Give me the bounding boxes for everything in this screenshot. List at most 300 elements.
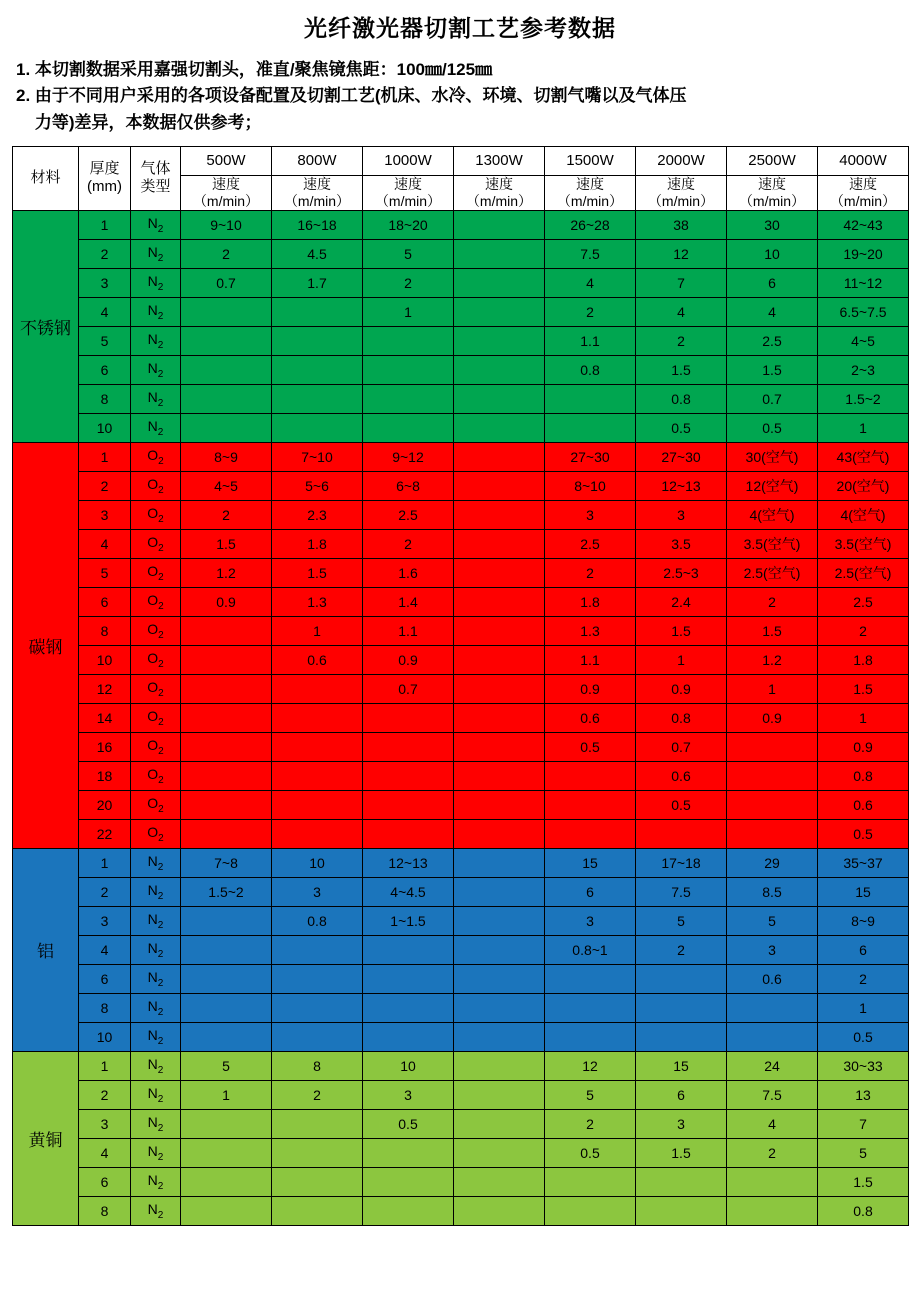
speed-cell-1500w [545, 413, 636, 442]
speed-cell-2500w: 0.6 [727, 964, 818, 993]
header-speed-unit: （m/min） [192, 192, 260, 209]
gas-type-cell: $N_2$ [131, 1138, 181, 1167]
speed-cell-4000w: 0.5 [818, 1022, 909, 1051]
speed-cell-800w [272, 964, 363, 993]
speed-cell-1500w: 1.1 [545, 326, 636, 355]
header-speed-unit: （m/min） [829, 192, 897, 209]
table-body [13, 210, 909, 1225]
speed-cell-800w: 0.8 [272, 906, 363, 935]
speed-cell-1000w: 1.1 [363, 616, 454, 645]
table-row [13, 1080, 909, 1109]
speed-cell-500w [181, 326, 272, 355]
speed-cell-1300w [454, 297, 545, 326]
speed-cell-1000w [363, 790, 454, 819]
header-row-power [13, 147, 909, 176]
gas-type-cell: $N_2$ [131, 268, 181, 297]
speed-cell-1500w: 0.8 [545, 355, 636, 384]
table-row [13, 1196, 909, 1225]
speed-cell-800w [272, 384, 363, 413]
header-thickness [79, 147, 131, 211]
speed-cell-800w: 7~10 [272, 442, 363, 471]
table-row [13, 1022, 909, 1051]
thickness-cell: 1 [79, 1051, 131, 1080]
gas-type-cell: $N_2$ [131, 355, 181, 384]
header-speed-unit: （m/min） [556, 192, 624, 209]
speed-cell-2000w: 3 [636, 500, 727, 529]
speed-cell-2000w: 15 [636, 1051, 727, 1080]
speed-cell-1300w [454, 500, 545, 529]
header-speed-1000w [363, 176, 454, 211]
speed-cell-1000w [363, 964, 454, 993]
speed-cell-1300w [454, 558, 545, 587]
table-row [13, 819, 909, 848]
material-name-carbon: 碳钢 [13, 442, 79, 848]
speed-cell-2000w: 3 [636, 1109, 727, 1138]
thickness-cell: 10 [79, 413, 131, 442]
speed-cell-1300w [454, 239, 545, 268]
thickness-cell: 4 [79, 529, 131, 558]
speed-cell-1000w: 2.5 [363, 500, 454, 529]
speed-cell-2500w: 0.9 [727, 703, 818, 732]
note-line-2: 2. 由于不同用户采用的各项设备配置及切割工艺(机床、水冷、环境、切割气嘴以及气体压 [16, 86, 687, 106]
speed-cell-2000w [636, 993, 727, 1022]
speed-cell-2500w [727, 819, 818, 848]
table-row [13, 616, 909, 645]
speed-cell-800w [272, 993, 363, 1022]
thickness-cell: 3 [79, 1109, 131, 1138]
speed-cell-2000w: 1 [636, 645, 727, 674]
speed-cell-4000w: 6 [818, 935, 909, 964]
thickness-cell: 6 [79, 355, 131, 384]
speed-cell-1500w [545, 993, 636, 1022]
speed-cell-2000w: 3.5 [636, 529, 727, 558]
speed-cell-500w [181, 1022, 272, 1051]
speed-cell-2500w: 6 [727, 268, 818, 297]
speed-cell-2500w: 1.5 [727, 616, 818, 645]
gas-type-cell: $N_2$ [131, 239, 181, 268]
speed-cell-800w: 3 [272, 877, 363, 906]
speed-cell-1000w: 5 [363, 239, 454, 268]
thickness-cell: 3 [79, 906, 131, 935]
speed-cell-800w [272, 819, 363, 848]
speed-cell-1300w [454, 819, 545, 848]
speed-cell-800w [272, 297, 363, 326]
gas-type-cell: $O_2$ [131, 732, 181, 761]
gas-type-cell: $N_2$ [131, 877, 181, 906]
speed-cell-4000w: 1 [818, 703, 909, 732]
header-speed-label: 速度 [576, 176, 604, 193]
thickness-cell: 4 [79, 1138, 131, 1167]
speed-cell-1000w [363, 935, 454, 964]
gas-type-cell: $N_2$ [131, 413, 181, 442]
speed-cell-1000w: 0.5 [363, 1109, 454, 1138]
speed-cell-1000w [363, 1196, 454, 1225]
speed-cell-4000w: 11~12 [818, 268, 909, 297]
speed-cell-1000w: 9~12 [363, 442, 454, 471]
header-speed-500w [181, 176, 272, 211]
thickness-cell: 3 [79, 268, 131, 297]
speed-cell-1500w [545, 790, 636, 819]
speed-cell-2500w [727, 790, 818, 819]
table-row [13, 587, 909, 616]
speed-cell-500w [181, 993, 272, 1022]
header-speed-2500w [727, 176, 818, 211]
speed-cell-2500w: 30 [727, 210, 818, 239]
speed-cell-800w: 10 [272, 848, 363, 877]
header-speed-4000w [818, 176, 909, 211]
speed-cell-500w [181, 906, 272, 935]
gas-type-cell: $N_2$ [131, 964, 181, 993]
speed-cell-1500w: 1.1 [545, 645, 636, 674]
speed-cell-500w [181, 1109, 272, 1138]
speed-cell-2500w: 2.5(空气) [727, 558, 818, 587]
header-power-500w: 500W [181, 147, 272, 176]
speed-cell-2000w: 2.5~3 [636, 558, 727, 587]
gas-type-cell: $N_2$ [131, 1196, 181, 1225]
table-row [13, 935, 909, 964]
page-title: 光纤激光器切割工艺参考数据 [304, 15, 616, 41]
table-row [13, 848, 909, 877]
speed-cell-500w [181, 674, 272, 703]
speed-cell-2000w [636, 1167, 727, 1196]
speed-cell-1000w: 4~4.5 [363, 877, 454, 906]
gas-type-cell: $N_2$ [131, 1167, 181, 1196]
gas-type-cell: $N_2$ [131, 210, 181, 239]
speed-cell-500w: 0.7 [181, 268, 272, 297]
header-speed-unit: （m/min） [465, 192, 533, 209]
speed-cell-2000w: 4 [636, 297, 727, 326]
thickness-cell: 1 [79, 210, 131, 239]
speed-cell-800w [272, 326, 363, 355]
speed-cell-800w [272, 1167, 363, 1196]
speed-cell-4000w: 30~33 [818, 1051, 909, 1080]
table-row [13, 1051, 909, 1080]
speed-cell-2000w: 2 [636, 326, 727, 355]
table-header [13, 147, 909, 211]
speed-cell-1000w [363, 703, 454, 732]
speed-cell-2500w: 0.7 [727, 384, 818, 413]
speed-cell-1500w [545, 819, 636, 848]
gas-type-cell: $O_2$ [131, 645, 181, 674]
speed-cell-4000w: 5 [818, 1138, 909, 1167]
speed-cell-4000w: 0.5 [818, 819, 909, 848]
speed-cell-800w: 1.8 [272, 529, 363, 558]
speed-cell-1300w [454, 587, 545, 616]
speed-cell-1500w: 3 [545, 906, 636, 935]
speed-cell-2500w: 7.5 [727, 1080, 818, 1109]
speed-cell-500w [181, 1196, 272, 1225]
speed-cell-500w: 1.5 [181, 529, 272, 558]
speed-cell-1000w [363, 355, 454, 384]
speed-cell-500w [181, 703, 272, 732]
speed-cell-1300w [454, 471, 545, 500]
speed-cell-2500w: 4(空气) [727, 500, 818, 529]
speed-cell-4000w: 1 [818, 413, 909, 442]
speed-cell-2000w: 1.5 [636, 1138, 727, 1167]
speed-cell-500w [181, 819, 272, 848]
speed-cell-1500w: 0.5 [545, 732, 636, 761]
header-power-2000w: 2000W [636, 147, 727, 176]
header-power-4000w: 4000W [818, 147, 909, 176]
speed-cell-2500w: 29 [727, 848, 818, 877]
speed-cell-1300w [454, 268, 545, 297]
header-speed-1300w [454, 176, 545, 211]
speed-cell-1500w: 0.6 [545, 703, 636, 732]
table-row [13, 297, 909, 326]
thickness-cell: 16 [79, 732, 131, 761]
table-row [13, 674, 909, 703]
speed-cell-500w [181, 1138, 272, 1167]
speed-cell-1500w [545, 384, 636, 413]
speed-cell-1500w: 0.8~1 [545, 935, 636, 964]
notes-block [16, 57, 908, 136]
speed-cell-2500w: 2 [727, 587, 818, 616]
header-gas-line1: 气体 [140, 160, 171, 178]
speed-cell-4000w: 6.5~7.5 [818, 297, 909, 326]
thickness-cell: 6 [79, 1167, 131, 1196]
gas-type-cell: $N_2$ [131, 935, 181, 964]
speed-cell-800w [272, 1022, 363, 1051]
speed-cell-2000w: 1.5 [636, 355, 727, 384]
speed-cell-1500w: 2 [545, 1109, 636, 1138]
speed-cell-1300w [454, 442, 545, 471]
speed-cell-1000w: 1.4 [363, 587, 454, 616]
speed-cell-500w [181, 935, 272, 964]
speed-cell-4000w: 1.5~2 [818, 384, 909, 413]
speed-cell-2500w: 8.5 [727, 877, 818, 906]
speed-cell-500w: 9~10 [181, 210, 272, 239]
speed-cell-800w: 1.5 [272, 558, 363, 587]
header-speed-label: 速度 [394, 176, 422, 193]
speed-cell-1500w: 15 [545, 848, 636, 877]
table-row [13, 1109, 909, 1138]
speed-cell-2000w: 0.5 [636, 790, 727, 819]
speed-cell-4000w: 1.8 [818, 645, 909, 674]
thickness-cell: 2 [79, 239, 131, 268]
header-power-1000w: 1000W [363, 147, 454, 176]
speed-cell-800w: 1.7 [272, 268, 363, 297]
speed-cell-2000w: 17~18 [636, 848, 727, 877]
thickness-cell: 2 [79, 1080, 131, 1109]
speed-cell-1300w [454, 1051, 545, 1080]
gas-type-cell: $O_2$ [131, 471, 181, 500]
speed-cell-4000w: 2.5(空气) [818, 558, 909, 587]
table-row [13, 500, 909, 529]
gas-type-cell: $O_2$ [131, 616, 181, 645]
speed-cell-4000w: 1 [818, 993, 909, 1022]
speed-cell-2500w: 1.2 [727, 645, 818, 674]
speed-cell-1300w [454, 848, 545, 877]
table-row [13, 326, 909, 355]
speed-cell-2500w [727, 1196, 818, 1225]
table-row [13, 790, 909, 819]
speed-cell-2000w: 38 [636, 210, 727, 239]
speed-cell-1300w [454, 210, 545, 239]
speed-cell-4000w: 20(空气) [818, 471, 909, 500]
table-row [13, 268, 909, 297]
speed-cell-2000w: 12 [636, 239, 727, 268]
speed-cell-2000w: 2.4 [636, 587, 727, 616]
header-speed-label: 速度 [303, 176, 331, 193]
header-power-1500w: 1500W [545, 147, 636, 176]
speed-cell-500w: 4~5 [181, 471, 272, 500]
speed-cell-1300w [454, 964, 545, 993]
speed-cell-800w: 2.3 [272, 500, 363, 529]
gas-type-cell: $O_2$ [131, 442, 181, 471]
speed-cell-1000w: 1.6 [363, 558, 454, 587]
speed-cell-1000w [363, 993, 454, 1022]
speed-cell-1300w [454, 761, 545, 790]
table-row [13, 703, 909, 732]
speed-cell-500w: 2 [181, 239, 272, 268]
speed-cell-1500w: 2 [545, 297, 636, 326]
speed-cell-4000w: 19~20 [818, 239, 909, 268]
cutting-parameters-table [12, 146, 909, 1226]
speed-cell-2500w: 12(空气) [727, 471, 818, 500]
speed-cell-1000w [363, 384, 454, 413]
thickness-cell: 6 [79, 587, 131, 616]
speed-cell-500w: 8~9 [181, 442, 272, 471]
thickness-cell: 1 [79, 442, 131, 471]
table-row [13, 442, 909, 471]
speed-cell-1300w [454, 674, 545, 703]
speed-cell-2500w [727, 732, 818, 761]
speed-cell-800w [272, 1109, 363, 1138]
speed-cell-800w [272, 732, 363, 761]
table-row [13, 645, 909, 674]
speed-cell-1300w [454, 616, 545, 645]
speed-cell-2000w [636, 819, 727, 848]
speed-cell-500w [181, 761, 272, 790]
speed-cell-4000w: 0.9 [818, 732, 909, 761]
note-line-1: 1. 本切割数据采用嘉强切割头，准直/聚焦镜焦距：100㎜/125㎜ [16, 60, 493, 79]
speed-cell-1500w [545, 1022, 636, 1051]
speed-cell-1300w [454, 935, 545, 964]
speed-cell-500w: 1.5~2 [181, 877, 272, 906]
speed-cell-1300w [454, 732, 545, 761]
speed-cell-1000w [363, 732, 454, 761]
gas-type-cell: $N_2$ [131, 1051, 181, 1080]
header-power-1300w: 1300W [454, 147, 545, 176]
material-name-aluminum: 铝 [13, 848, 79, 1051]
speed-cell-4000w: 7 [818, 1109, 909, 1138]
speed-cell-800w: 2 [272, 1080, 363, 1109]
speed-cell-1500w: 8~10 [545, 471, 636, 500]
speed-cell-2500w: 2.5 [727, 326, 818, 355]
speed-cell-2500w: 24 [727, 1051, 818, 1080]
speed-cell-800w [272, 935, 363, 964]
thickness-cell: 8 [79, 384, 131, 413]
speed-cell-800w: 0.6 [272, 645, 363, 674]
header-speed-unit: （m/min） [738, 192, 806, 209]
speed-cell-1300w [454, 1167, 545, 1196]
thickness-cell: 2 [79, 877, 131, 906]
speed-cell-500w [181, 964, 272, 993]
speed-cell-2000w: 7 [636, 268, 727, 297]
speed-cell-1300w [454, 906, 545, 935]
speed-cell-500w [181, 297, 272, 326]
gas-type-cell: $N_2$ [131, 384, 181, 413]
material-name-stainless: 不锈钢 [13, 210, 79, 442]
speed-cell-500w [181, 413, 272, 442]
header-speed-1500w [545, 176, 636, 211]
thickness-cell: 4 [79, 935, 131, 964]
speed-cell-1000w: 2 [363, 529, 454, 558]
speed-cell-4000w: 43(空气) [818, 442, 909, 471]
gas-type-cell: $O_2$ [131, 819, 181, 848]
speed-cell-800w: 1.3 [272, 587, 363, 616]
speed-cell-4000w: 0.8 [818, 761, 909, 790]
speed-cell-4000w: 2 [818, 616, 909, 645]
speed-cell-4000w: 2 [818, 964, 909, 993]
speed-cell-1000w: 12~13 [363, 848, 454, 877]
thickness-cell: 8 [79, 993, 131, 1022]
speed-cell-1300w [454, 1138, 545, 1167]
speed-cell-1000w: 0.9 [363, 645, 454, 674]
speed-cell-4000w: 3.5(空气) [818, 529, 909, 558]
table-row [13, 1138, 909, 1167]
speed-cell-800w [272, 674, 363, 703]
speed-cell-1300w [454, 1022, 545, 1051]
thickness-cell: 8 [79, 616, 131, 645]
gas-type-cell: $N_2$ [131, 1109, 181, 1138]
material-name-brass: 黄铜 [13, 1051, 79, 1225]
header-speed-2000w [636, 176, 727, 211]
speed-cell-1500w: 26~28 [545, 210, 636, 239]
table-row [13, 761, 909, 790]
header-speed-unit: （m/min） [283, 192, 351, 209]
document-page [0, 10, 920, 1310]
header-speed-label: 速度 [758, 176, 786, 193]
speed-cell-2000w: 1.5 [636, 616, 727, 645]
speed-cell-2500w: 1 [727, 674, 818, 703]
speed-cell-2000w: 7.5 [636, 877, 727, 906]
speed-cell-1500w: 1.3 [545, 616, 636, 645]
speed-cell-1000w: 1~1.5 [363, 906, 454, 935]
thickness-cell: 18 [79, 761, 131, 790]
speed-cell-1500w [545, 1196, 636, 1225]
header-thickness-line1: 厚度 [89, 160, 120, 178]
speed-cell-2500w: 5 [727, 906, 818, 935]
speed-cell-500w [181, 645, 272, 674]
speed-cell-4000w: 0.8 [818, 1196, 909, 1225]
thickness-cell: 1 [79, 848, 131, 877]
speed-cell-1000w [363, 326, 454, 355]
table-row [13, 964, 909, 993]
speed-cell-800w [272, 1196, 363, 1225]
gas-type-cell: $N_2$ [131, 848, 181, 877]
thickness-cell: 2 [79, 471, 131, 500]
speed-cell-2500w: 10 [727, 239, 818, 268]
speed-cell-1500w: 0.9 [545, 674, 636, 703]
speed-cell-1300w [454, 355, 545, 384]
header-speed-unit: （m/min） [647, 192, 715, 209]
speed-cell-4000w: 0.6 [818, 790, 909, 819]
speed-cell-1500w [545, 761, 636, 790]
header-gas [131, 147, 181, 211]
speed-cell-1300w [454, 1196, 545, 1225]
speed-cell-2000w [636, 1196, 727, 1225]
speed-cell-1000w: 3 [363, 1080, 454, 1109]
gas-type-cell: $N_2$ [131, 297, 181, 326]
thickness-cell: 10 [79, 1022, 131, 1051]
speed-cell-800w [272, 703, 363, 732]
speed-cell-800w: 8 [272, 1051, 363, 1080]
speed-cell-2500w: 3.5(空气) [727, 529, 818, 558]
gas-type-cell: $O_2$ [131, 558, 181, 587]
thickness-cell: 22 [79, 819, 131, 848]
gas-type-cell: $O_2$ [131, 674, 181, 703]
